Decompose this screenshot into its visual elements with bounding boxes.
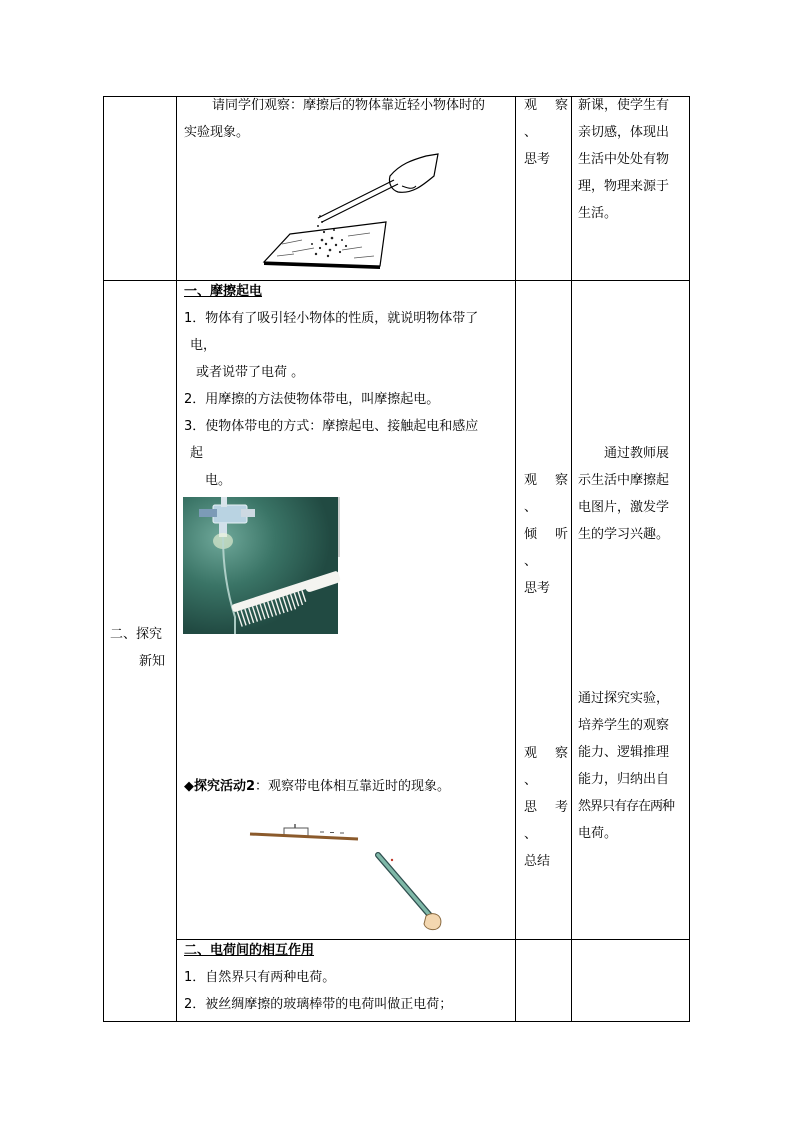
row2-activity-b-char2: 察	[554, 746, 568, 761]
row2-activity-b-line5: 总结	[524, 854, 551, 869]
row1-text-line2: 实验现象。	[184, 125, 250, 140]
row2-activity-a-line1	[524, 467, 568, 494]
content-item-1a: 1．物体有了吸引轻小物体的性质，就说明物体带了	[184, 311, 479, 326]
row2-activity-a-char3: 倾	[524, 527, 538, 542]
col-divider-3	[571, 96, 572, 1022]
row1-activity-char1: 观	[524, 98, 538, 113]
activity2-text: ：观察带电体相互靠近时的现象。	[255, 779, 451, 794]
row2-intent-b-line1: 通过探究实验，	[578, 691, 670, 706]
table-border-left	[103, 96, 104, 1022]
row1-activity-line3: 思考	[524, 152, 551, 167]
content-item-2: 2．用摩擦的方法使物体带电，叫摩擦起电。	[184, 392, 440, 407]
row2-activity-b-char3: 思	[524, 800, 538, 815]
row2-activity-a-comma1: 、	[524, 500, 538, 515]
stage-label-line2: 新知	[139, 654, 166, 669]
content-item-3b: 起	[190, 446, 204, 461]
row1-text-line1: 请同学们观察：摩擦后的物体靠近轻小物体时的	[212, 98, 486, 113]
content-item-1c: 或者说带了电荷 。	[196, 365, 305, 380]
table-border-right	[689, 96, 690, 1022]
section-heading-interaction: 二、电荷间的相互作用	[184, 943, 315, 958]
row2-activity-a-line3	[524, 521, 568, 548]
row1-activity-comma: 、	[524, 125, 538, 140]
row2-intent-b-line2: 培养学生的观察	[578, 718, 670, 733]
row2-intent-a-line2: 示生活中摩擦起	[578, 473, 670, 488]
comb-water-photo	[183, 497, 340, 634]
row2-activity-a-char4: 听	[554, 527, 568, 542]
section-heading-friction: 一、摩擦起电	[184, 284, 263, 299]
row2-activity-b-char1: 观	[524, 746, 538, 761]
row3-item-1: 1．自然界只有两种电荷。	[184, 970, 336, 985]
row1-activity-char2: 察	[554, 98, 568, 113]
row1-intent-line1: 新课，使学生有	[578, 98, 670, 113]
row2-intent-b-line5: 然界只有存在两种	[578, 799, 675, 814]
col-divider-2	[515, 96, 516, 1022]
row2-intent-a-line4: 生的学习兴趣。	[578, 527, 670, 542]
row2-activity-a-line5: 思考	[524, 581, 551, 596]
row2-activity-a-char1: 观	[524, 473, 538, 488]
row2-activity-b-line1	[524, 740, 568, 767]
row2-intent-b-line6: 电荷。	[578, 826, 618, 841]
charged-rods-illustration	[250, 824, 450, 932]
row1-intent-line2: 亲切感，体现出	[578, 125, 670, 140]
row2-activity-a-char2: 察	[554, 473, 568, 488]
content-item-3c: 电。	[205, 473, 232, 488]
row1-activity-line1	[524, 92, 568, 119]
row2-intent-b-line3: 能力、逻辑推理	[578, 745, 670, 760]
content-item-3a: 3．使物体带电的方式：摩擦起电、接触起电和感应	[184, 419, 479, 434]
row2-activity-a-comma2: 、	[524, 554, 538, 569]
row1-intent-line5: 生活。	[578, 206, 618, 221]
row2-activity-b-comma2: 、	[524, 827, 538, 842]
col-divider-1	[176, 96, 177, 1022]
row2-intent-a-line3: 电图片，激发学	[578, 500, 670, 515]
rubbed-rod-illustration	[262, 152, 442, 270]
activity2-label: ◆探究活动2	[184, 779, 256, 794]
row1-intent-line4: 理，物理来源于	[578, 179, 670, 194]
row3-item-2: 2．被丝绸摩擦的玻璃棒带的电荷叫做正电荷；	[184, 997, 453, 1012]
row2-activity-b-line3	[524, 794, 568, 821]
row2-activity-b-char4: 考	[554, 800, 568, 815]
stage-label-line1: 二、探究	[110, 627, 163, 642]
row2-intent-a-line1: 通过教师展	[604, 446, 670, 461]
table-border-bottom	[103, 1021, 690, 1022]
row1-intent-line3: 生活中处处有物	[578, 152, 670, 167]
activity2-line	[184, 773, 450, 800]
row2-intent-b-line4: 能力，归纳出自	[578, 772, 670, 787]
content-item-1b: 电，	[190, 338, 217, 353]
row2-activity-b-comma1: 、	[524, 773, 538, 788]
